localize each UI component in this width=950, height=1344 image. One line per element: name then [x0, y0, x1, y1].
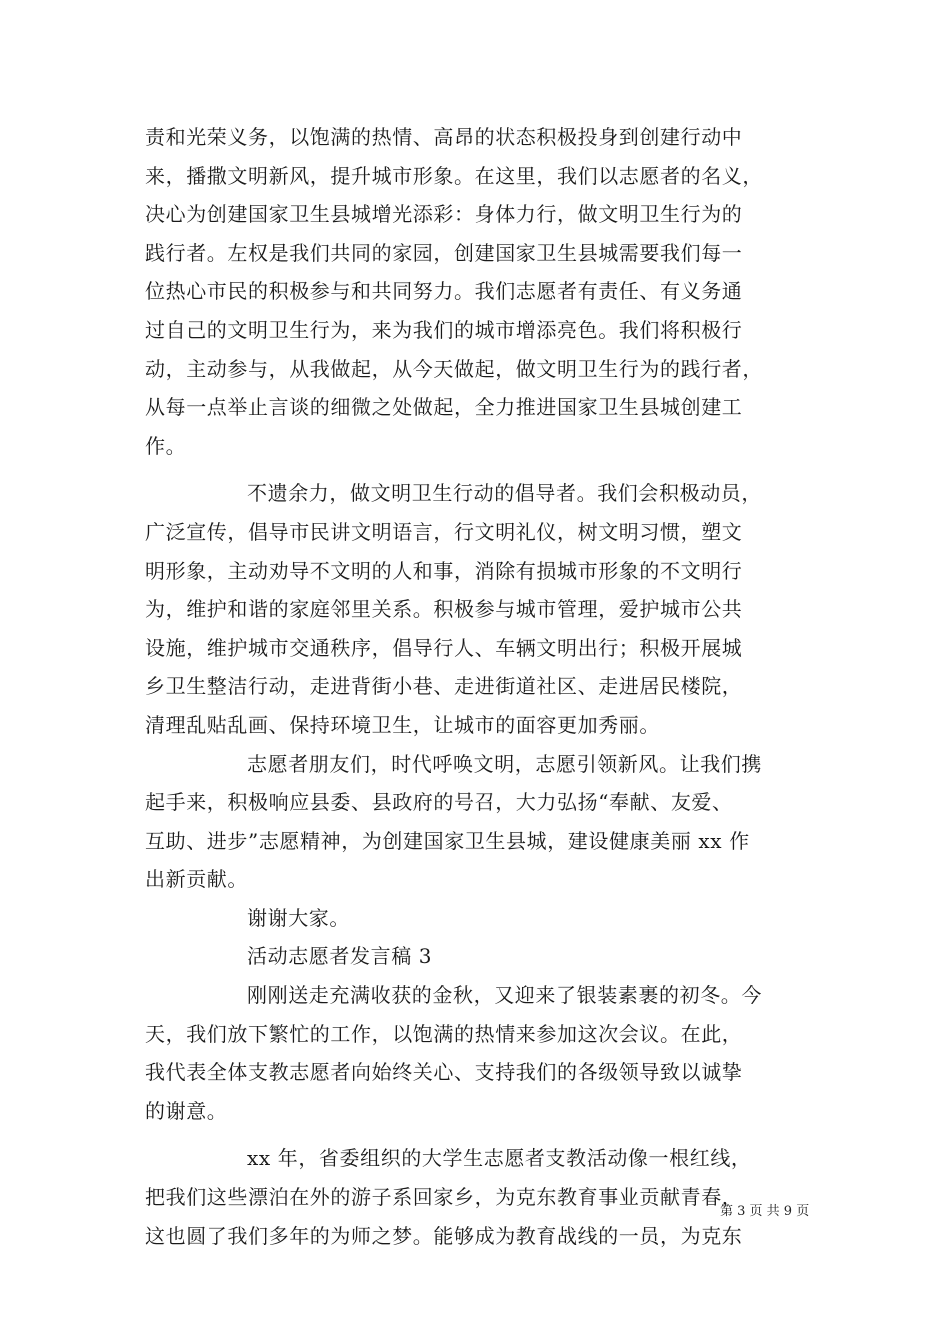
text-line: 位热心市民的积极参与和共同努力。我们志愿者有责任、有义务通 — [145, 279, 743, 304]
paragraph-first-line: 刚刚送走充满收获的金秋，又迎来了银装素裹的初冬。今 — [247, 983, 762, 1008]
text-line: 从每一点举止言谈的细微之处做起，全力推进国家卫生县城创建工 — [145, 395, 743, 420]
text-line: 设施，维护城市交通秩序，倡导行人、车辆文明出行；积极开展城 — [145, 635, 743, 660]
text-line: 为，维护和谐的家庭邻里关系。积极参与城市管理，爱护城市公共 — [145, 597, 743, 622]
text-line: 践行者。左权是我们共同的家园，创建国家卫生县城需要我们每一 — [145, 240, 743, 265]
text-line: 互助、进步”志愿精神，为创建国家卫生县城，建设健康美丽 xx 作 — [145, 828, 750, 853]
text-line: 决心为创建国家卫生县城增光添彩：身体力行，做文明卫生行为的 — [145, 202, 743, 227]
text-line: 来，播撒文明新风，提升城市形象。在这里，我们以志愿者的名义， — [145, 163, 763, 188]
text-line: 天，我们放下繁忙的工作，以饱满的热情来参加这次会议。在此， — [145, 1021, 743, 1046]
text-line: 这也圆了我们多年的为师之梦。能够成为教育战线的一员，为克东 — [145, 1223, 743, 1248]
paragraph-first-line: xx 年，省委组织的大学生志愿者支教活动像一根红线， — [247, 1146, 752, 1171]
closing-line: 谢谢大家。 — [247, 905, 350, 930]
section-title: 活动志愿者发言稿 3 — [247, 944, 433, 969]
text-line: 清理乱贴乱画、保持环境卫生，让城市的面容更加秀丽。 — [145, 712, 660, 737]
text-line: 起手来，积极响应县委、县政府的号召，大力弘扬“奉献、友爱、 — [145, 790, 733, 815]
document-body — [145, 118, 810, 1255]
text-line: 把我们这些漂泊在外的游子系回家乡，为克东教育事业贡献青春， — [145, 1185, 743, 1210]
text-line: 乡卫生整洁行动，走进背街小巷、走进街道社区、走进居民楼院， — [145, 674, 743, 699]
text-line: 过自己的文明卫生行为，来为我们的城市增添亮色。我们将积极行 — [145, 317, 743, 342]
text-line: 的谢意。 — [145, 1098, 228, 1123]
text-line: 责和光荣义务，以饱满的热情、高昂的状态积极投身到创建行动中 — [145, 125, 743, 149]
text-line: 明形象，主动劝导不文明的人和事，消除有损城市形象的不文明行 — [145, 558, 743, 583]
paragraph-first-line: 志愿者朋友们，时代呼唤文明，志愿引领新风。让我们携 — [247, 751, 762, 776]
paragraph-first-line: 不遗余力，做文明卫生行动的倡导者。我们会积极动员， — [247, 481, 762, 506]
text-line: 动，主动参与，从我做起，从今天做起，做文明卫生行为的践行者， — [145, 356, 763, 381]
text-line: 我代表全体支教志愿者向始终关心、支持我们的各级领导致以诚挚 — [145, 1060, 743, 1085]
text-line: 广泛宣传，倡导市民讲文明语言，行文明礼仪，树文明习惯，塑文 — [145, 519, 743, 544]
page-number-footer: 第 3 页 共 9 页 — [720, 1204, 810, 1219]
text-line: 作。 — [145, 433, 187, 458]
text-line: 出新贡献。 — [145, 867, 248, 892]
